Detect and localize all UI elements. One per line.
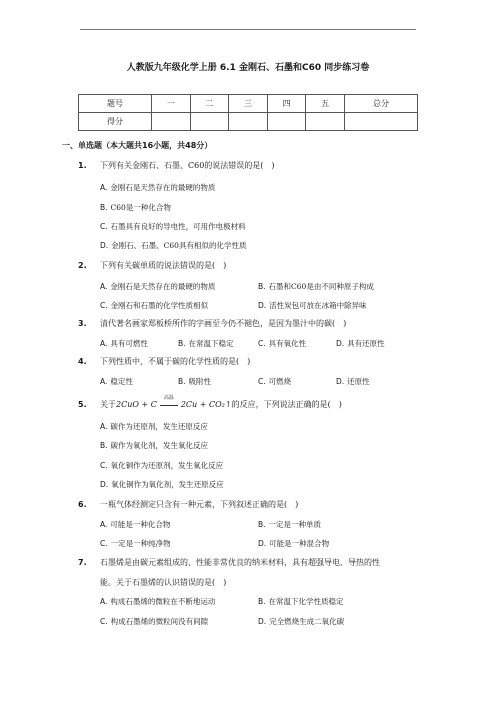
table-cell: 一 bbox=[151, 95, 190, 113]
section-heading: 一、单选题（本大题共16小题，共48分） bbox=[62, 141, 213, 150]
option-letter: C. bbox=[258, 377, 266, 386]
option-letter: B. bbox=[258, 520, 266, 529]
option-letter: A. bbox=[100, 282, 108, 291]
option-7d[interactable] bbox=[258, 616, 344, 627]
option-letter: B. bbox=[258, 597, 266, 606]
option-letter: D. bbox=[258, 539, 267, 548]
option-text: 具有可燃性 bbox=[110, 339, 148, 348]
question-number: 4. bbox=[78, 357, 87, 366]
score-entry-cell[interactable] bbox=[151, 113, 190, 131]
table-cell: 题号 bbox=[79, 95, 152, 113]
option-7b[interactable] bbox=[258, 596, 344, 607]
option-letter: D. bbox=[100, 480, 109, 489]
option-text: 完全燃烧生成二氧化碳 bbox=[269, 617, 345, 626]
score-entry-cell[interactable] bbox=[344, 113, 417, 131]
question-1 bbox=[78, 160, 275, 171]
option-text: 可燃烧 bbox=[268, 377, 292, 386]
score-entry-cell[interactable] bbox=[306, 113, 345, 131]
question-4 bbox=[78, 356, 250, 367]
score-entry-cell[interactable] bbox=[229, 113, 268, 131]
option-text: 氧化铜作为氧化剂，发生还原反应 bbox=[111, 480, 224, 489]
option-text: 金刚石是天然存在的最硬的物质 bbox=[110, 282, 216, 291]
option-text: 氧化铜作为还原剂，发生氧化反应 bbox=[110, 461, 224, 470]
question-number: 6. bbox=[78, 500, 87, 509]
option-letter: B. bbox=[178, 339, 186, 348]
option-letter: B. bbox=[100, 203, 108, 212]
option-5b[interactable] bbox=[100, 440, 208, 451]
question-number: 3. bbox=[78, 319, 87, 328]
question-5 bbox=[78, 395, 342, 410]
option-letter: D. bbox=[336, 339, 345, 348]
option-text: 可能是一种化合物 bbox=[110, 520, 171, 529]
option-letter: A. bbox=[100, 520, 108, 529]
option-text: 稳定性 bbox=[110, 377, 133, 386]
option-4d[interactable] bbox=[336, 376, 370, 387]
table-cell: 四 bbox=[267, 95, 306, 113]
option-1a[interactable] bbox=[100, 182, 215, 193]
option-5c[interactable] bbox=[100, 460, 223, 471]
option-5d[interactable] bbox=[100, 479, 224, 490]
option-3d[interactable] bbox=[336, 338, 385, 349]
table-cell: 五 bbox=[306, 95, 345, 113]
table-cell: 得分 bbox=[79, 113, 152, 131]
option-1b[interactable] bbox=[100, 202, 171, 213]
question-number: 2. bbox=[78, 261, 87, 270]
reaction-condition: 高温 bbox=[163, 395, 174, 401]
option-letter: B. bbox=[258, 282, 266, 291]
option-text: 金刚石、石墨、C60具有相似的化学性质 bbox=[111, 241, 247, 250]
score-table bbox=[78, 94, 418, 131]
option-letter: D. bbox=[100, 241, 109, 250]
score-entry-cell[interactable] bbox=[190, 113, 229, 131]
option-letter: A. bbox=[100, 422, 108, 431]
question-7 bbox=[78, 557, 380, 568]
question-number: 7. bbox=[78, 558, 87, 567]
table-cell: 总分 bbox=[344, 95, 417, 113]
option-3a[interactable] bbox=[100, 338, 148, 349]
option-letter: C. bbox=[100, 461, 108, 470]
option-5a[interactable] bbox=[100, 421, 208, 432]
option-text: 可能是一种混合物 bbox=[269, 539, 330, 548]
question-text: 一瓶气体经测定只含有一种元素，下列叙述正确的是( ) bbox=[100, 500, 299, 509]
question-text: 清代著名画家郑板桥所作的字画至今仍不褪色，是因为墨汁中的碳( ) bbox=[100, 319, 347, 328]
option-letter: B. bbox=[178, 377, 186, 386]
question-prefix: 关于 bbox=[100, 400, 116, 409]
option-3b[interactable] bbox=[178, 338, 234, 349]
option-letter: C. bbox=[100, 617, 108, 626]
option-text: 构成石墨烯的微粒间没有间隙 bbox=[110, 617, 209, 626]
question-text: 下列性质中，不属于碳的化学性质的是( ) bbox=[100, 357, 251, 366]
question-text: 石墨烯是由碳元素组成的、性能非常优良的纳米材料，具有超强导电、导热的性 bbox=[100, 558, 380, 567]
table-cell: 三 bbox=[229, 95, 268, 113]
option-text: 石墨和C60是由不同种原子构成 bbox=[268, 282, 374, 291]
option-letter: A. bbox=[100, 183, 108, 192]
question-text: 下列有关金刚石、石墨、C60的说法错误的是( ) bbox=[100, 161, 275, 170]
option-letter: C. bbox=[258, 339, 266, 348]
option-letter: A. bbox=[100, 377, 108, 386]
option-text: 石墨具有良好的导电性，可用作电极材料 bbox=[110, 222, 246, 231]
option-3c[interactable] bbox=[258, 338, 306, 349]
score-table-score-row bbox=[79, 113, 418, 131]
question-number: 5. bbox=[78, 400, 87, 409]
option-1d[interactable] bbox=[100, 240, 246, 251]
score-table-header-row bbox=[79, 95, 418, 113]
question-text: 下列有关碳单质的说法错误的是( ) bbox=[100, 261, 227, 270]
option-6d[interactable] bbox=[258, 538, 329, 549]
option-6a[interactable] bbox=[100, 519, 170, 530]
option-text: 一定是一种纯净物 bbox=[110, 539, 171, 548]
option-text: 还原性 bbox=[347, 377, 370, 386]
option-6c[interactable] bbox=[100, 538, 171, 549]
option-text: C60是一种化合物 bbox=[110, 203, 171, 212]
question-2 bbox=[78, 260, 226, 271]
question-text-continued: 能。关于石墨烯的认识错误的是( ) bbox=[100, 578, 227, 587]
option-letter: B. bbox=[100, 441, 108, 450]
option-text: 具有还原性 bbox=[347, 339, 385, 348]
option-text: 金刚石和石墨的化学性质相似 bbox=[110, 301, 209, 310]
option-letter: C. bbox=[100, 301, 108, 310]
option-4b[interactable] bbox=[178, 376, 211, 387]
equation-left: 2CuO + C bbox=[116, 400, 157, 409]
option-2c[interactable] bbox=[100, 300, 208, 311]
score-entry-cell[interactable] bbox=[267, 113, 306, 131]
option-1c[interactable] bbox=[100, 221, 246, 232]
reaction-arrow bbox=[160, 395, 178, 409]
option-letter: A. bbox=[100, 339, 108, 348]
question-number: 1. bbox=[78, 161, 87, 170]
option-text: 碳作为氧化剂，发生氧化反应 bbox=[110, 441, 209, 450]
question-3 bbox=[78, 318, 346, 329]
option-text: 构成石墨烯的微粒在不断地运动 bbox=[110, 597, 216, 606]
option-letter: D. bbox=[336, 377, 345, 386]
question-suffix: 的反应，下列说法正确的是( ) bbox=[231, 400, 342, 409]
option-text: 一定是一种单质 bbox=[268, 520, 322, 529]
table-cell: 二 bbox=[190, 95, 229, 113]
option-text: 在常温下化学性质稳定 bbox=[268, 597, 344, 606]
option-letter: C. bbox=[100, 222, 108, 231]
question-6 bbox=[78, 499, 298, 510]
option-2b[interactable] bbox=[258, 281, 374, 292]
option-text: 金刚石是天然存在的最硬的物质 bbox=[110, 183, 216, 192]
option-2a[interactable] bbox=[100, 281, 215, 292]
option-4c[interactable] bbox=[258, 376, 291, 387]
option-letter: D. bbox=[258, 301, 267, 310]
equation-right: 2Cu + CO₂↑ bbox=[180, 400, 232, 409]
option-text: 具有氧化性 bbox=[268, 339, 307, 348]
option-text: 吸附性 bbox=[188, 377, 212, 386]
option-text: 在常温下稳定 bbox=[188, 339, 234, 348]
header-rule bbox=[80, 29, 416, 30]
option-text: 碳作为还原剂，发生还原反应 bbox=[110, 422, 208, 431]
option-2d[interactable] bbox=[258, 300, 367, 311]
option-6b[interactable] bbox=[258, 519, 321, 530]
option-letter: A. bbox=[100, 597, 108, 606]
option-letter: C. bbox=[100, 539, 108, 548]
option-7c[interactable] bbox=[100, 616, 208, 627]
option-letter: D. bbox=[258, 617, 267, 626]
option-text: 活性炭包可放在冰箱中除异味 bbox=[269, 301, 367, 310]
option-4a[interactable] bbox=[100, 376, 133, 387]
option-7a[interactable] bbox=[100, 596, 215, 607]
page-title: 人教版九年级化学上册 6.1 金刚石、石墨和C60 同步练习卷 bbox=[126, 63, 370, 73]
